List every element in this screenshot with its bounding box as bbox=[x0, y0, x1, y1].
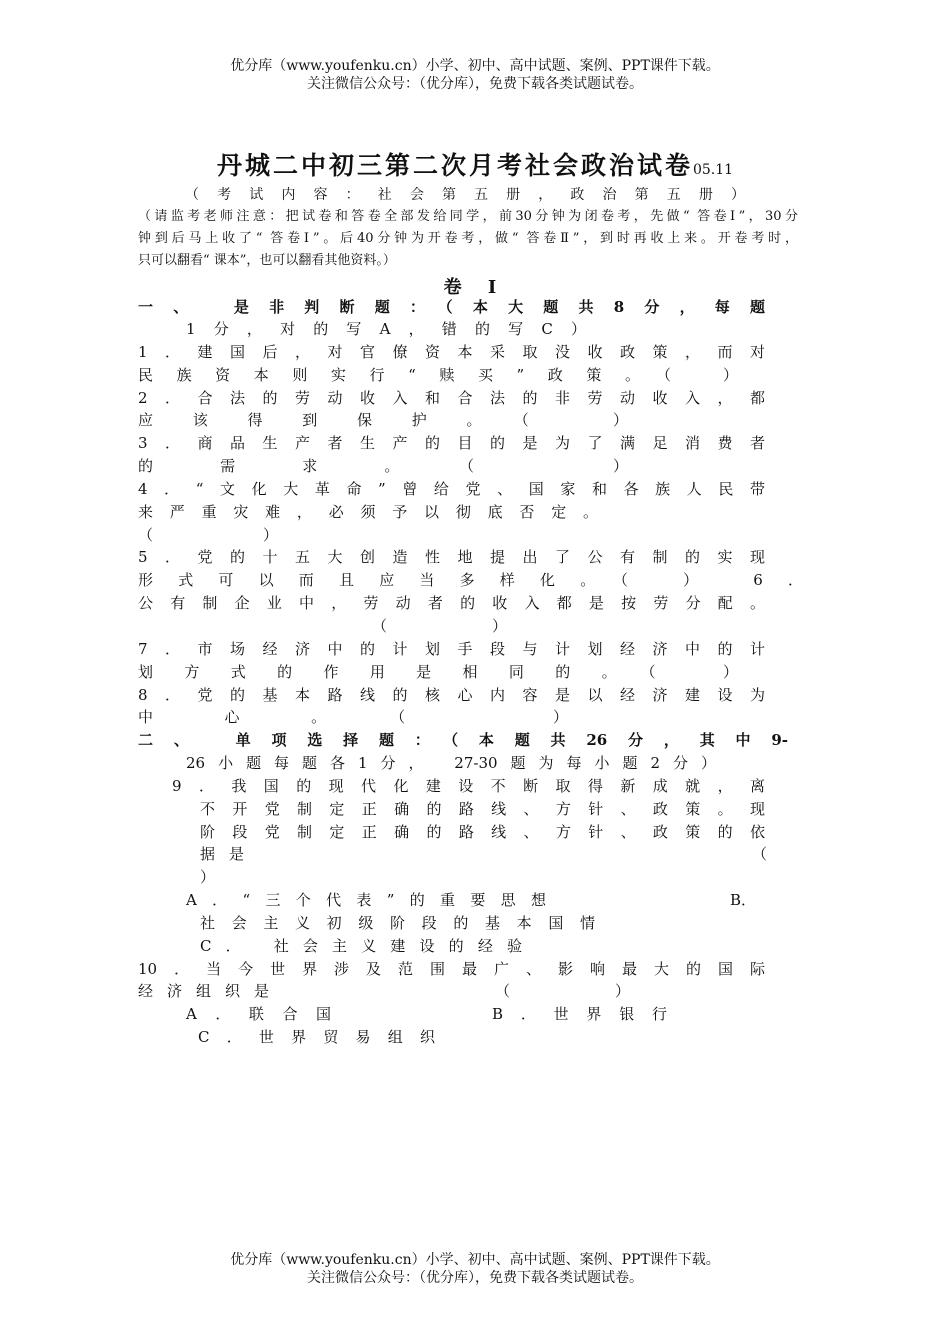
q10-line2: 经济组织是 bbox=[138, 982, 284, 1000]
q10-option-a: A．联合国 bbox=[186, 1005, 331, 1023]
tf-line-13: （ ） bbox=[372, 617, 507, 635]
page-header-line2: 关注微信公众号：（优分库），免费下载各类试题试卷。 bbox=[307, 76, 643, 92]
paper-label: 卷 Ⅰ bbox=[443, 277, 507, 298]
page-footer-line2: 关注微信公众号：（优分库），免费下载各类试题试卷。 bbox=[307, 1270, 643, 1286]
tf-line-7: 4．“文化大革命”曾给党、国家和各族人民带 bbox=[138, 480, 765, 498]
q9-option-b: 社会主义初级阶段的基本国情 bbox=[200, 914, 595, 932]
tf-line-15: 划方式的作用是相同的。（ ） bbox=[138, 663, 738, 681]
tf-line-11: 形式可以而且应当多样化。（ ） 6． bbox=[138, 571, 803, 589]
tf-line-5: 3．商品生产者生产的目的是为了满足消费者 bbox=[138, 434, 765, 452]
tf-line-3: 2．合法的劳动收入和合法的非劳动收入，都 bbox=[138, 389, 765, 407]
tf-line-1: 1．建国后，对官僚资本采取没收政策，而对 bbox=[138, 343, 765, 361]
q9-line2: 不开党制定正确的路线、方针、政策。现 bbox=[200, 800, 765, 818]
q9-option-a: A．“三个代表”的重要思想 bbox=[186, 891, 546, 909]
q9-paren-close: ） bbox=[200, 868, 216, 886]
q10-paren: （ ） bbox=[495, 982, 630, 1000]
section2-subheading: 26小题每题各1分， 27-30题为每小题2分） bbox=[186, 754, 716, 772]
q9-line4: 据是 bbox=[200, 845, 259, 863]
tf-line-14: 7．市场经济中的计划手段与计划经济中的计 bbox=[138, 640, 765, 658]
section2-heading: 二、 单项选择题：（本题共26分，其中9- bbox=[138, 731, 788, 749]
q9-line1: 9．我国的现代化建设不断取得新成就，离 bbox=[172, 777, 765, 795]
page-header-line1: 优分库（www.youfenku.cn）小学、初中、高中试题、案例、PPT课件下载。 bbox=[230, 58, 720, 74]
section1-heading: 一、 是非判断题：（本大题共8分，每题 bbox=[138, 298, 765, 316]
q10-option-c: C．世界贸易组织 bbox=[198, 1028, 435, 1046]
q10-option-b: B．世界银行 bbox=[492, 1005, 667, 1023]
tf-line-2: 民族资本则实行“赎买”政策。（ ） bbox=[138, 366, 738, 384]
notice-line3: 只可以翻看“ 课本”，也可以翻看其他资料。） bbox=[138, 253, 396, 268]
page-footer-line1: 优分库（www.youfenku.cn）小学、初中、高中试题、案例、PPT课件下载。 bbox=[230, 1252, 720, 1268]
title-date: 05.11 bbox=[692, 162, 734, 178]
tf-line-10: 5．党的十五大创造性地提出了公有制的实现 bbox=[138, 548, 765, 566]
notice-line2: 钟到后马上收了“ 答卷Ⅰ”。后40分钟为开卷考，做“ 答卷Ⅱ”，到时再收上来。开卷考时， bbox=[138, 231, 798, 246]
q9-line3: 阶段党制定正确的路线、方针、政策的依 bbox=[200, 823, 765, 841]
tf-line-4: 应该得到保护。（ ） bbox=[138, 411, 628, 429]
q9-option-c: C． 社会主义建设的经验 bbox=[200, 937, 522, 955]
tf-line-9: （ ） bbox=[138, 526, 278, 544]
title-text: 丹城二中初三第二次月考社会政治试卷 bbox=[216, 151, 693, 180]
tf-line-8: 来严重灾难，必须予以彻底否定。 bbox=[138, 503, 598, 521]
section1-subheading: 1分，对的写A，错的写C） bbox=[186, 320, 586, 338]
notice-line1: （请监考老师注意：把试卷和答卷全部发给同学，前30分钟为闭卷考，先做“ 答卷Ⅰ”，30分 bbox=[138, 209, 798, 224]
tf-line-6: 的需求。（ ） bbox=[138, 457, 628, 475]
tf-line-17: 中心。（ ） bbox=[138, 708, 568, 726]
q10-line1: 10．当今世界涉及范围最广、影响最大的国际 bbox=[138, 960, 765, 978]
exam-subtitle: （考试内容：社会第五册，政治第五册） bbox=[185, 187, 745, 203]
page-title bbox=[0, 146, 950, 182]
q9-option-b-label: B． bbox=[730, 891, 757, 909]
tf-line-12: 公有制企业中，劳动者的收入都是按劳分配。 bbox=[138, 594, 765, 612]
tf-line-16: 8．党的基本路线的核心内容是以经济建设为 bbox=[138, 686, 765, 704]
q9-paren-open: （ bbox=[752, 845, 768, 863]
